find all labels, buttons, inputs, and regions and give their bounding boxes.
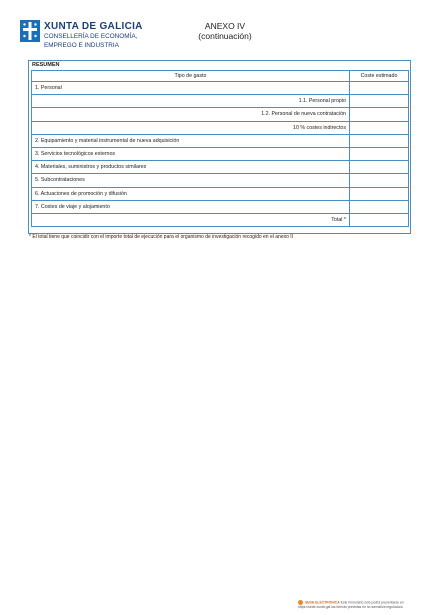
table-row [32, 174, 409, 187]
brand-block [44, 21, 143, 50]
total-cost-field[interactable] [350, 213, 409, 226]
section-title: RESUMEN [32, 62, 60, 68]
brand-title: XUNTA DE GALICIA [44, 21, 143, 32]
cost-estimate-field[interactable] [350, 147, 409, 160]
total-label: Total * [32, 213, 350, 226]
expense-type-label: 4. Materiales, suministros y productos similares [32, 161, 350, 174]
table-row [32, 108, 409, 121]
expense-type-label: 7. Costes de viaje y alojamiento [32, 200, 350, 213]
annex-subtitle: (continuación) [198, 31, 252, 41]
footnote: * El total tiene que coincidir con el importe total de ejecución para el organismo de investigación recogido en el anexo II [29, 234, 294, 240]
cost-estimate-field[interactable] [350, 200, 409, 213]
table-row [32, 134, 409, 147]
column-header-type: Tipo de gasto [32, 71, 350, 82]
footer-text-2[interactable]: https://sede.xunta.gal [298, 605, 331, 609]
expense-type-label: 3. Servicios tecnológicos externos [32, 147, 350, 160]
cost-estimate-field[interactable] [350, 134, 409, 147]
xunta-logo [20, 20, 40, 42]
table-row [32, 95, 409, 108]
footer-text-1: Este formulario sólo podrá presentarse en [340, 600, 404, 605]
sede-label: SEDE ELECTRÓNICA [305, 600, 340, 605]
cost-estimate-field[interactable] [350, 82, 409, 95]
brand-line-1: CONSELLERÍA DE ECONOMÍA, [44, 33, 138, 40]
cost-estimate-field[interactable] [350, 174, 409, 187]
expense-type-label: 1.1. Personal propio [32, 95, 350, 108]
total-row [32, 213, 409, 226]
cost-estimate-field[interactable] [350, 108, 409, 121]
annex-title: ANEXO IV [204, 21, 246, 31]
footer-text-3: las formas previstas en la normativa reguladora [331, 605, 403, 609]
expense-type-label: 1. Personal [32, 82, 350, 95]
table-row [32, 200, 409, 213]
footer-notice [298, 600, 428, 609]
brand-line-2: EMPREGO E INDUSTRIA [44, 42, 119, 49]
table-row [32, 161, 409, 174]
cost-estimate-field[interactable] [350, 95, 409, 108]
cost-estimate-field[interactable] [350, 161, 409, 174]
table-row [32, 187, 409, 200]
cost-estimate-field[interactable] [350, 187, 409, 200]
table-header-row [32, 71, 409, 82]
table-row [32, 121, 409, 134]
cost-estimate-field[interactable] [350, 121, 409, 134]
table-row [32, 82, 409, 95]
expense-type-label: 1.2. Personal de nueva contratación [32, 108, 350, 121]
expense-type-label: 10 % costes indirectos [32, 121, 350, 134]
expenses-table [31, 70, 409, 227]
expense-type-label: 5. Subcontrataciones [32, 174, 350, 187]
annex-heading [190, 21, 260, 41]
expense-type-label: 6. Actuaciones de promoción y difusión [32, 187, 350, 200]
summary-section [28, 60, 411, 234]
table-row [32, 147, 409, 160]
galicia-cross-logo-icon [20, 20, 40, 42]
expense-type-label: 2. Equipamiento y material instrumental de nueva adquisición [32, 134, 350, 147]
column-header-cost: Coste estimado [350, 71, 409, 82]
